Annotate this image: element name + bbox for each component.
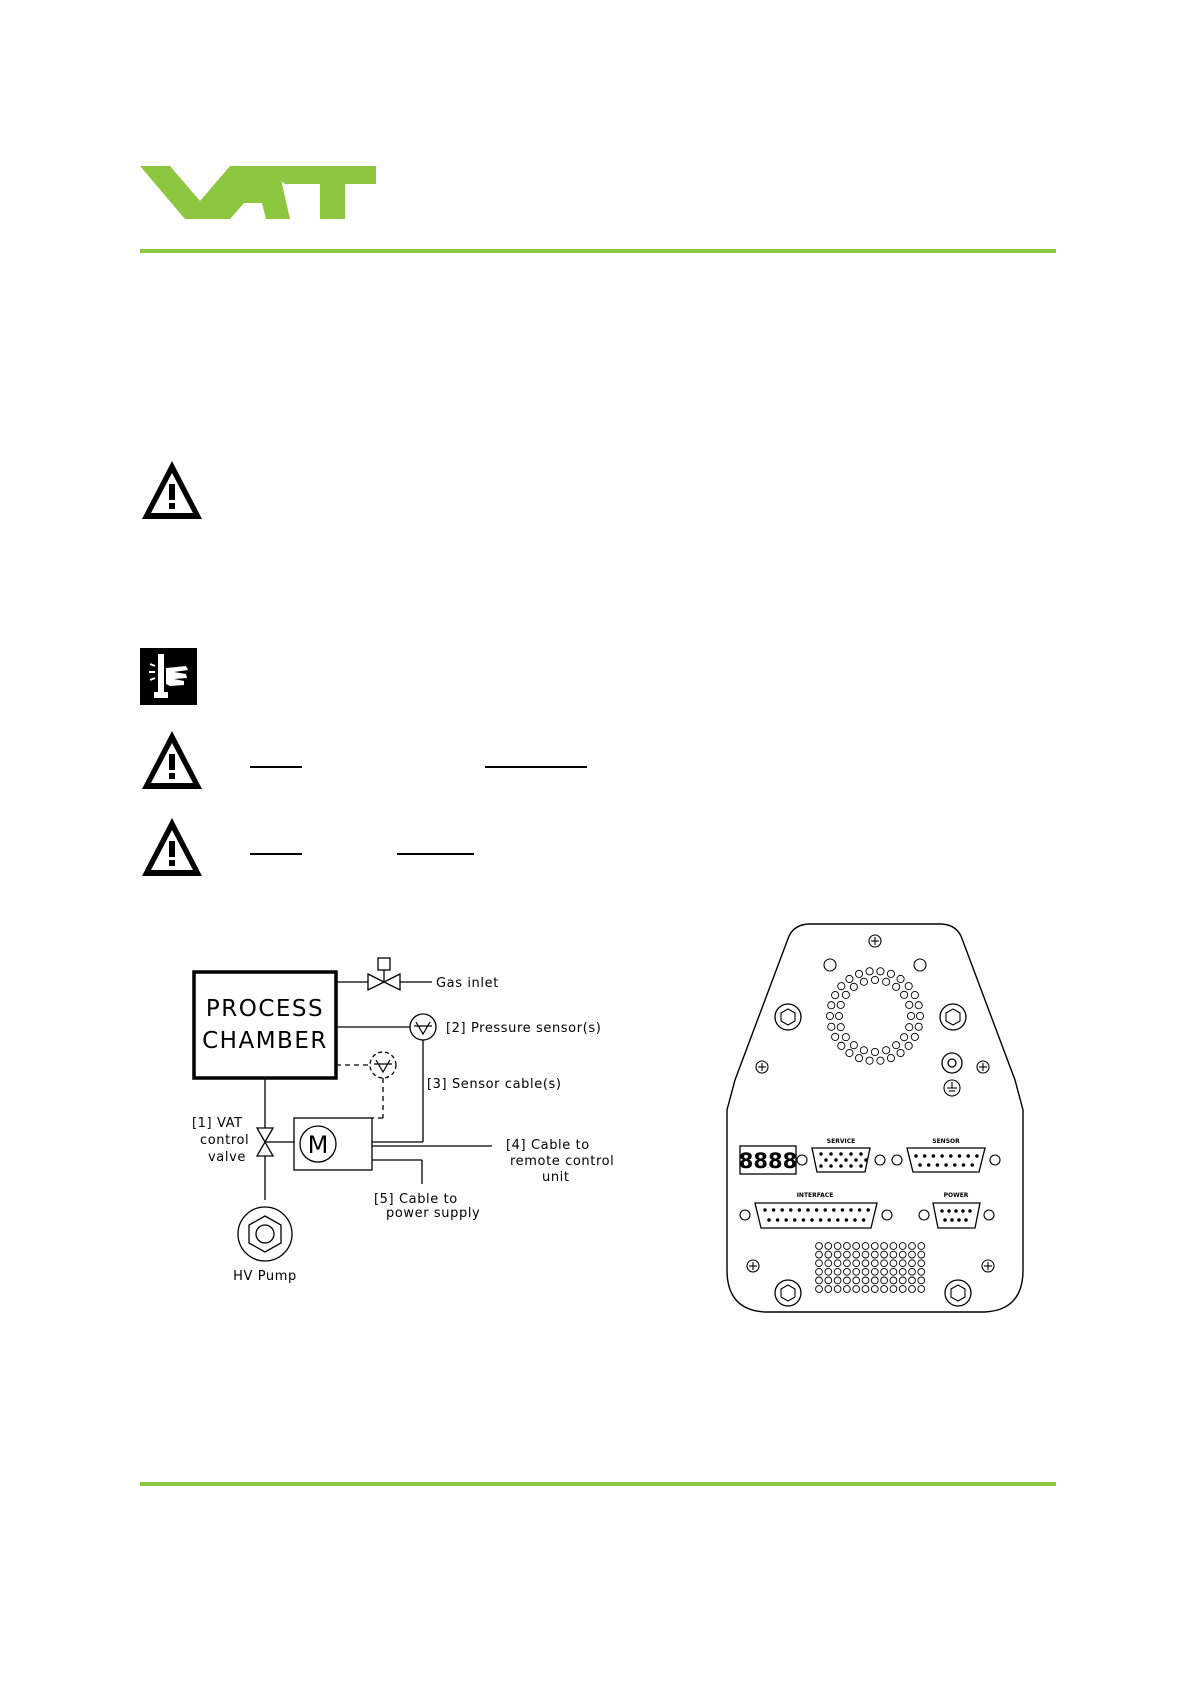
pressure-sensor-label: [2] Pressure sensor(s)	[446, 1021, 602, 1036]
vent-hole	[962, 1164, 965, 1167]
vent-hole	[860, 1165, 863, 1168]
valve-controller-box	[294, 1118, 372, 1170]
underline-mark	[397, 853, 474, 855]
sensor-cable-label: [3] Sensor cable(s)	[427, 1077, 562, 1092]
vent-hole	[865, 1159, 868, 1162]
vent-hole	[776, 1219, 779, 1222]
vent-hole	[971, 1164, 974, 1167]
vent-hole	[845, 1159, 848, 1162]
underline-mark	[485, 766, 587, 768]
vent-hole	[825, 1159, 828, 1162]
vent-hole	[862, 1219, 865, 1222]
vent-hole	[785, 1219, 788, 1222]
vent-hole	[764, 1209, 767, 1212]
service-label: SERVICE	[826, 1138, 856, 1145]
vent-hole	[948, 1210, 951, 1213]
vent-hole	[772, 1209, 775, 1212]
vent-hole	[945, 1164, 948, 1167]
vent-hole	[850, 1209, 853, 1212]
vent-hole	[950, 1155, 953, 1158]
vent-hole	[962, 1210, 965, 1213]
vent-hole	[927, 1164, 930, 1167]
valve-label-1: [1] VAT	[192, 1116, 243, 1131]
vent-hole	[867, 1209, 870, 1212]
vent-hole	[840, 1153, 843, 1156]
hv-pump-label: HV Pump	[233, 1269, 297, 1284]
process-chamber-box	[194, 972, 336, 1078]
vent-hole	[941, 1155, 944, 1158]
underline-mark	[250, 853, 302, 855]
vent-hole	[835, 1159, 838, 1162]
controller-rear-panel	[715, 920, 1035, 1320]
vent-hole	[828, 1219, 831, 1222]
vent-hole	[820, 1165, 823, 1168]
remote-cable-label-1: [4] Cable to	[506, 1138, 590, 1153]
vent-hole	[768, 1219, 771, 1222]
vent-hole	[850, 1165, 853, 1168]
vent-hole	[958, 1219, 961, 1222]
hv-pump-symbol	[238, 1207, 292, 1261]
vent-hole	[915, 1155, 918, 1158]
vent-hole	[850, 1153, 853, 1156]
interface-label: INTERFACE	[796, 1192, 834, 1199]
warning-triangle-icon	[140, 815, 204, 879]
vent-hole	[798, 1209, 801, 1212]
motor-label: M	[307, 1131, 329, 1159]
vent-hole	[845, 1219, 848, 1222]
pressure-sensor-symbol	[410, 1014, 436, 1040]
vent-hole	[819, 1219, 822, 1222]
power-cable-label-2: power supply	[386, 1206, 481, 1221]
vent-hole	[830, 1153, 833, 1156]
vent-hole	[830, 1165, 833, 1168]
vent-hole	[858, 1209, 861, 1212]
vent-hole	[820, 1153, 823, 1156]
vent-hole	[855, 1159, 858, 1162]
vent-hole	[951, 1219, 954, 1222]
vent-hole	[944, 1219, 947, 1222]
vent-hole	[958, 1155, 961, 1158]
vent-hole	[837, 1219, 840, 1222]
vent-hole	[954, 1164, 957, 1167]
vent-hole	[811, 1219, 814, 1222]
vent-hole	[802, 1219, 805, 1222]
vent-hole	[923, 1155, 926, 1158]
panel-outline	[727, 924, 1023, 1312]
power-label: POWER	[943, 1192, 969, 1199]
warning-triangle-icon	[140, 458, 204, 522]
vat-logo	[140, 163, 380, 223]
vent-hole	[854, 1219, 857, 1222]
vent-hole	[840, 1165, 843, 1168]
valve-label-3: valve	[208, 1150, 246, 1165]
optional-sensor-symbol	[370, 1052, 396, 1078]
vent-hole	[919, 1164, 922, 1167]
header-rule	[140, 249, 1056, 253]
remote-cable-label-3: unit	[542, 1170, 570, 1185]
vent-hole	[860, 1153, 863, 1156]
vent-hole	[967, 1155, 970, 1158]
vent-hole	[833, 1209, 836, 1212]
vent-hole	[815, 1209, 818, 1212]
vent-hole	[941, 1210, 944, 1213]
chamber-label-1: PROCESS	[205, 996, 325, 1022]
vent-hole	[794, 1219, 797, 1222]
vent-hole	[807, 1209, 810, 1212]
power-cable-label-1: [5] Cable to	[374, 1192, 458, 1207]
vent-hole	[965, 1219, 968, 1222]
vent-hole	[824, 1209, 827, 1212]
vent-hole	[932, 1155, 935, 1158]
sensor-label: SENSOR	[932, 1138, 960, 1145]
hand-crush-hazard-icon	[140, 648, 197, 705]
valve-label-2: control	[200, 1133, 250, 1148]
vent-hole	[955, 1210, 958, 1213]
vent-hole	[936, 1164, 939, 1167]
vat-control-valve-symbol	[257, 1128, 273, 1142]
warning-triangle-icon	[140, 728, 204, 792]
vent-hole	[976, 1155, 979, 1158]
vent-hole	[790, 1209, 793, 1212]
remote-cable-label-2: remote control	[510, 1154, 615, 1169]
status-display-digits: 8888	[738, 1149, 798, 1173]
vent-hole	[841, 1209, 844, 1212]
chamber-label-2: CHAMBER	[202, 1028, 328, 1054]
gas-inlet-label: Gas inlet	[436, 976, 499, 991]
vent-hole	[969, 1210, 972, 1213]
footer-rule	[140, 1482, 1056, 1486]
vent-hole	[781, 1209, 784, 1212]
underline-mark	[250, 766, 302, 768]
vacuum-system-schematic	[170, 950, 630, 1290]
